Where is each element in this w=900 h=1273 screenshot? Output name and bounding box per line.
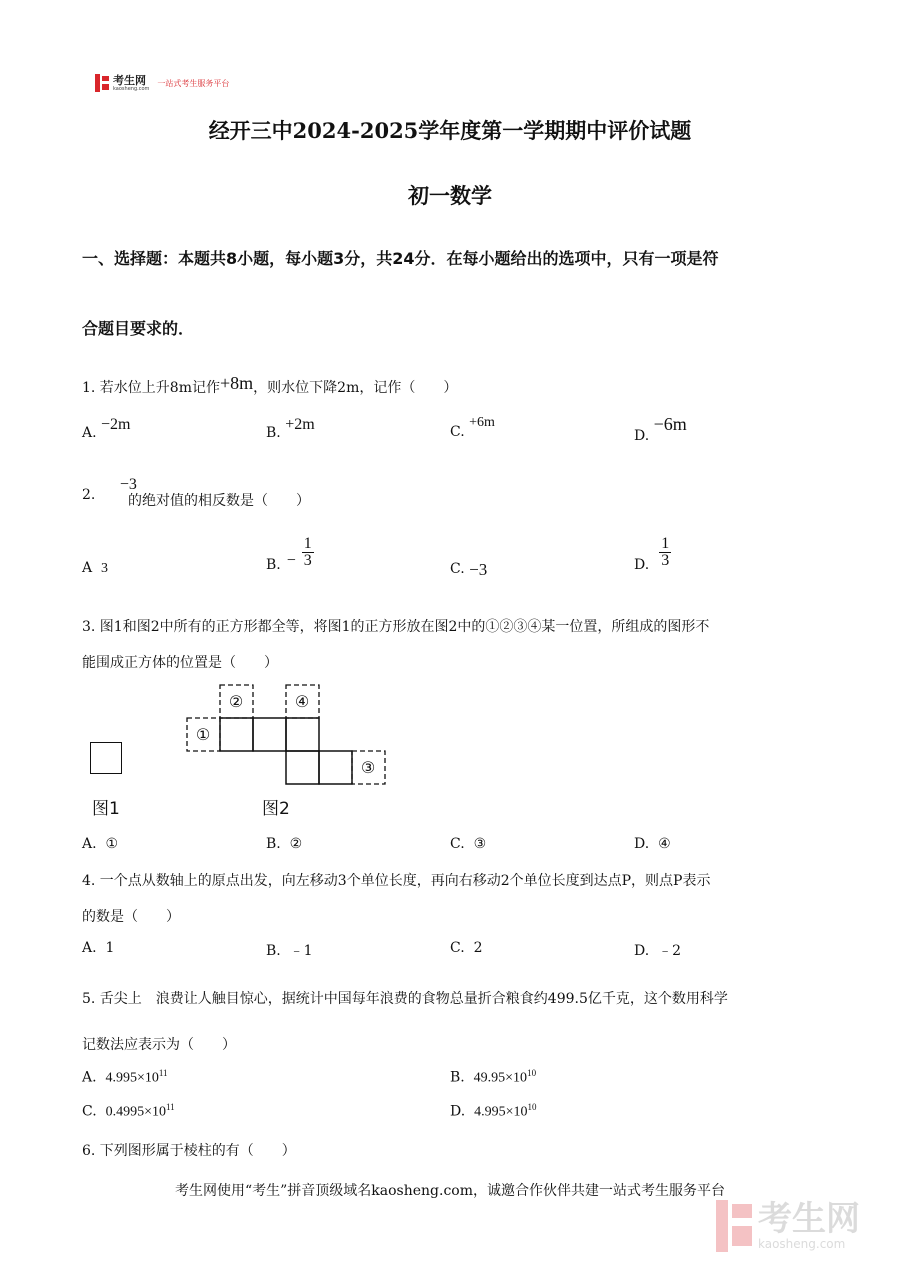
question-6: 6. 下列图形属于棱柱的有（ ） — [82, 1143, 296, 1159]
q5-option-d: D. $4.995\times 10^{10}$ — [450, 1102, 537, 1120]
logo-mark-icon — [95, 74, 109, 92]
section-heading-line2: 合题目要求的． — [82, 319, 195, 338]
q2-option-b-fraction: $\frac{1}{3}$ — [303, 535, 312, 569]
watermark-domain: kaosheng.com — [758, 1237, 846, 1251]
net-slot-3-label: ③ — [360, 758, 376, 777]
q4-option-a: A. 1 — [82, 940, 115, 956]
q5-option-a: A. $4.995\times 10^{11}$ — [82, 1068, 168, 1086]
page-subtitle: 初一数学 — [408, 183, 492, 208]
q1-text-a: 1. 若水位上升8m记作 — [82, 380, 220, 396]
q4-option-b: B. ﹣1 — [266, 943, 313, 959]
q2-text: 的绝对值的相反数是（ ） — [128, 493, 310, 509]
net-square-5 — [319, 751, 352, 784]
q1-expr: +8m — [220, 373, 254, 393]
question-4-line2: 的数是（ ） — [82, 909, 180, 925]
net-square-1 — [220, 718, 253, 751]
q2-option-a: A 3 — [82, 560, 109, 576]
watermark-mark-icon — [716, 1200, 752, 1252]
q1-option-d: D. −6m — [634, 414, 687, 444]
q2-num: 2. — [82, 487, 96, 503]
logo-text — [113, 75, 149, 92]
net-square-3 — [286, 718, 319, 751]
page-footer: 考生网使用“考生”拼音顶级域名kaosheng.com，诚邀合作伙伴共建一站式考生服务平台 — [174, 1183, 726, 1199]
figure-1-square — [90, 742, 122, 774]
net-slot-2-label: ② — [228, 692, 244, 711]
q4-option-c: C. 2 — [450, 940, 483, 956]
logo-name: 考生网 — [113, 73, 146, 87]
logo-slogan: 一站式考生服务平台 — [157, 78, 230, 88]
net-slot-4-label: ④ — [294, 692, 310, 711]
q3-option-c: C. ③ — [450, 836, 487, 852]
q3-option-b: B. ② — [266, 836, 303, 852]
q2-option-d: D. $\frac{1}{3}$ — [634, 535, 670, 573]
q5-option-b: B. $49.95\times 10^{10}$ — [450, 1068, 537, 1086]
q2-expr: −3 — [119, 476, 137, 493]
q1-option-a: A. −2m — [82, 416, 131, 441]
figure-1-label: 图1 — [92, 799, 120, 819]
q5-option-c: C. $0.4995\times 10^{11}$ — [82, 1102, 175, 1120]
question-5-line1: 5. 舌尖上 浪费让人触目惊心，据统计中国每年浪费的食物总量折合粮食约499.5亿千克，这个数用科学 — [82, 991, 728, 1007]
logo-domain: kaosheng.com — [113, 85, 150, 92]
q4-option-d: D. ﹣2 — [634, 943, 682, 959]
section-heading-line1: 一、选择题：本题共8小题，每小题3分，共24分．在每小题给出的选项中，只有一项是符 — [82, 249, 719, 268]
question-4-line1: 4. 一个点从数轴上的原点出发，向左移动3个单位长度，再向右移动2个单位长度到达点P，则点P表示 — [82, 873, 711, 889]
q1-text-b: ，则水位下降2m，记作（ ） — [253, 380, 458, 396]
q2-option-b: B. − $\frac{1}{3}$ — [266, 535, 312, 573]
q3-option-d: D. ④ — [634, 836, 671, 852]
watermark-logo — [716, 1200, 860, 1252]
figure-2-net — [184, 682, 388, 792]
question-5-line2: 记数法应表示为（ ） — [82, 1037, 236, 1053]
q2-option-c: C. −3 — [450, 560, 488, 579]
q1-option-b: B. +2m — [266, 416, 315, 441]
question-3-line2: 能围成正方体的位置是（ ） — [82, 655, 278, 671]
brand-logo — [95, 72, 229, 94]
page-title: 经开三中2024-2025学年度第一学期期中评价试题 — [208, 118, 692, 143]
q2-option-d-fraction: $\frac{1}{3}$ — [661, 535, 670, 569]
figure-2-label: 图2 — [262, 799, 290, 819]
net-square-2 — [253, 718, 286, 751]
question-1 — [82, 373, 458, 397]
watermark-name: 考生网 — [758, 1199, 860, 1239]
net-square-4 — [286, 751, 319, 784]
net-slot-1-label: ① — [195, 725, 211, 744]
q3-option-a: A. ① — [82, 836, 119, 852]
question-2 — [82, 476, 137, 503]
q1-option-c: C. +6m — [450, 415, 495, 440]
question-3-line1: 3. 图1和图2中所有的正方形都全等，将图1的正方形放在图2中的①②③④某一位置，所组成的图形不 — [82, 619, 710, 635]
